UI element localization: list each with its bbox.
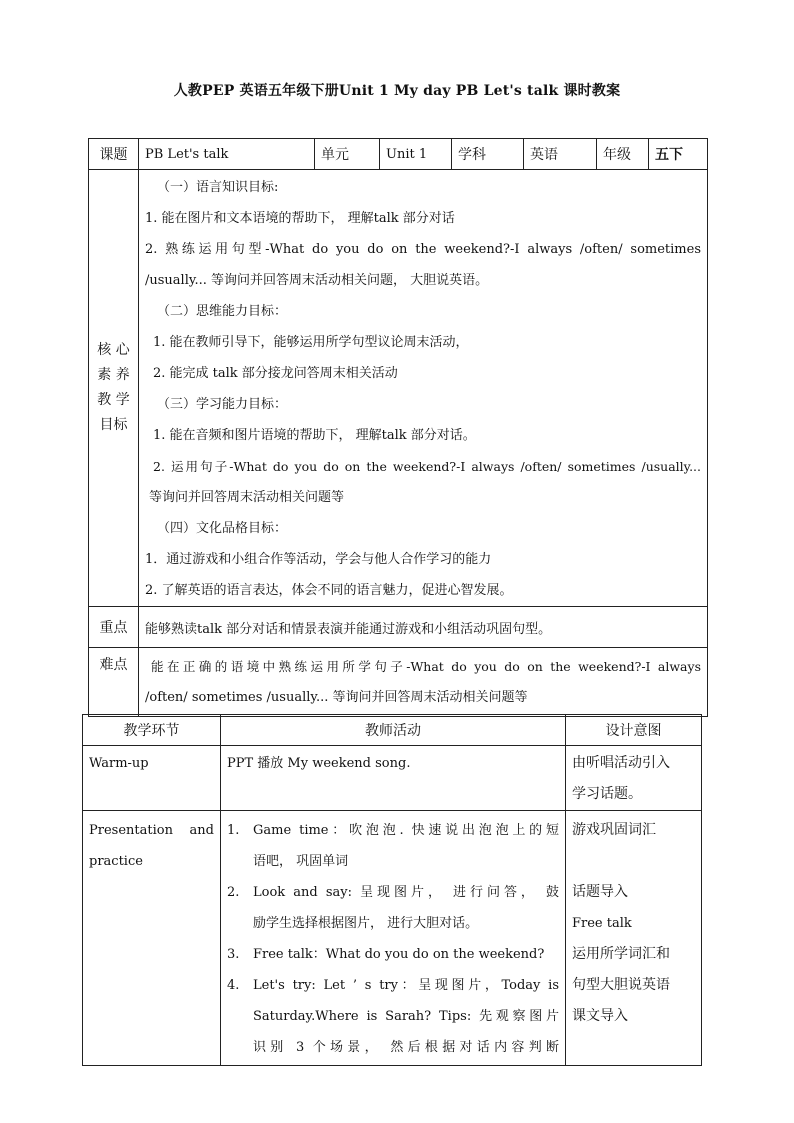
activity-item: 2. Look and say: 呈现图片， 进行问答， 鼓 励学生选择根据图片， 进行大胆对话。 [227,885,559,931]
lesson-info-table [88,138,708,717]
goal-line: 1．通过游戏和小组合作等活动，学会与他人合作学习的能力 [145,552,492,567]
unit-label: 单元 [315,139,380,170]
difficulty-row [89,648,708,717]
goal-line: /usually... 等询问并回答周末活动相关问题， 大胆说英语。 [145,273,489,288]
topic-value: PB Let's talk [139,139,315,170]
goal-line: 2. 了解英语的语言表达，体会不同的语言魅力，促进心智发展。 [145,583,513,598]
header-activity: 教师活动 [221,715,566,746]
goal-line: 2. 能完成 talk 部分接龙问答周末相关活动 [153,366,398,381]
warmup-row [83,746,702,811]
subject-value: 英语 [524,139,597,170]
grade-value: 五下 [649,139,708,170]
goal-line: 等询问并回答周末活动相关问题等 [149,490,345,505]
core-goals-row [89,170,708,607]
grade-label: 年级 [597,139,649,170]
goal-heading: （一）语言知识目标: [157,180,279,195]
presentation-stage: Presentation and practice [83,811,221,1066]
presentation-row [83,811,702,1066]
info-row [89,139,708,170]
header-stage: 教学环节 [83,715,221,746]
goal-line: 2. 运用句子-What do you do on the weekend?-I always /often/ sometimes /usually... [153,459,701,474]
difficulty-label: 难点 [89,648,139,717]
topic-label: 课题 [89,139,139,170]
key-point-row [89,607,708,648]
warmup-intent: 由听唱活动引入 学习话题。 [566,746,702,811]
goal-heading: （三）学习能力目标： [157,397,288,412]
presentation-intent: 游戏巩固词汇 话题导入 Free talk 运用所学词汇和 句型大胆说英语 课文导入 [566,811,702,1066]
goal-line: 2. 熟练运用句型-What do you do on the weekend?-I always /often/ sometimes [145,242,701,257]
teaching-process-table [82,714,702,1066]
goal-heading: （四）文化品格目标： [157,521,288,536]
difficulty-text: 能在正确的语境中熟练运用所学句子-What do you do on the weekend?-I always /often/ sometimes /usually... 等询问并回答周末活动相关问题等 [139,648,708,717]
activity-item: 3. Free talk：What do you do on the weekend? [227,947,545,962]
header-intent: 设计意图 [566,715,702,746]
unit-value: Unit 1 [380,139,452,170]
key-point-label: 重点 [89,607,139,648]
goal-line: 1. 能在音频和图片语境的帮助下， 理解talk 部分对话。 [153,428,476,443]
process-header-row [83,715,702,746]
goal-line: 1. 能在教师引导下，能够运用所学句型议论周末活动， [153,335,469,350]
key-point-text: 能够熟读talk 部分对话和情景表演并能通过游戏和小组活动巩固句型。 [139,607,708,648]
core-goals-label: 核 心 素 养 教 学 目标 [97,342,130,433]
activity-item: 1. Game time：吹泡泡. 快速说出泡泡上的短 语吧， 巩固单词 [227,823,559,869]
warmup-activity: PPT 播放 My weekend song. [221,746,566,811]
goal-line: 1. 能在图片和文本语境的帮助下， 理解talk 部分对话 [145,211,455,226]
presentation-activities [221,811,566,1066]
goal-heading: （二）思维能力目标： [157,304,288,319]
subject-label: 学科 [452,139,524,170]
core-goals-content [139,170,708,607]
warmup-stage: Warm-up [83,746,221,811]
page-title: 人教PEP 英语五年级下册Unit 1 My day PB Let's talk 课时教案 [173,83,621,99]
activity-item: 4. Let's try: Let ’ s try：呈现图片，Today is Saturday.Where is Sarah? Tips: 先观察图片 识别 3 个场景， 然后根据对话内容判断 [227,978,559,1055]
